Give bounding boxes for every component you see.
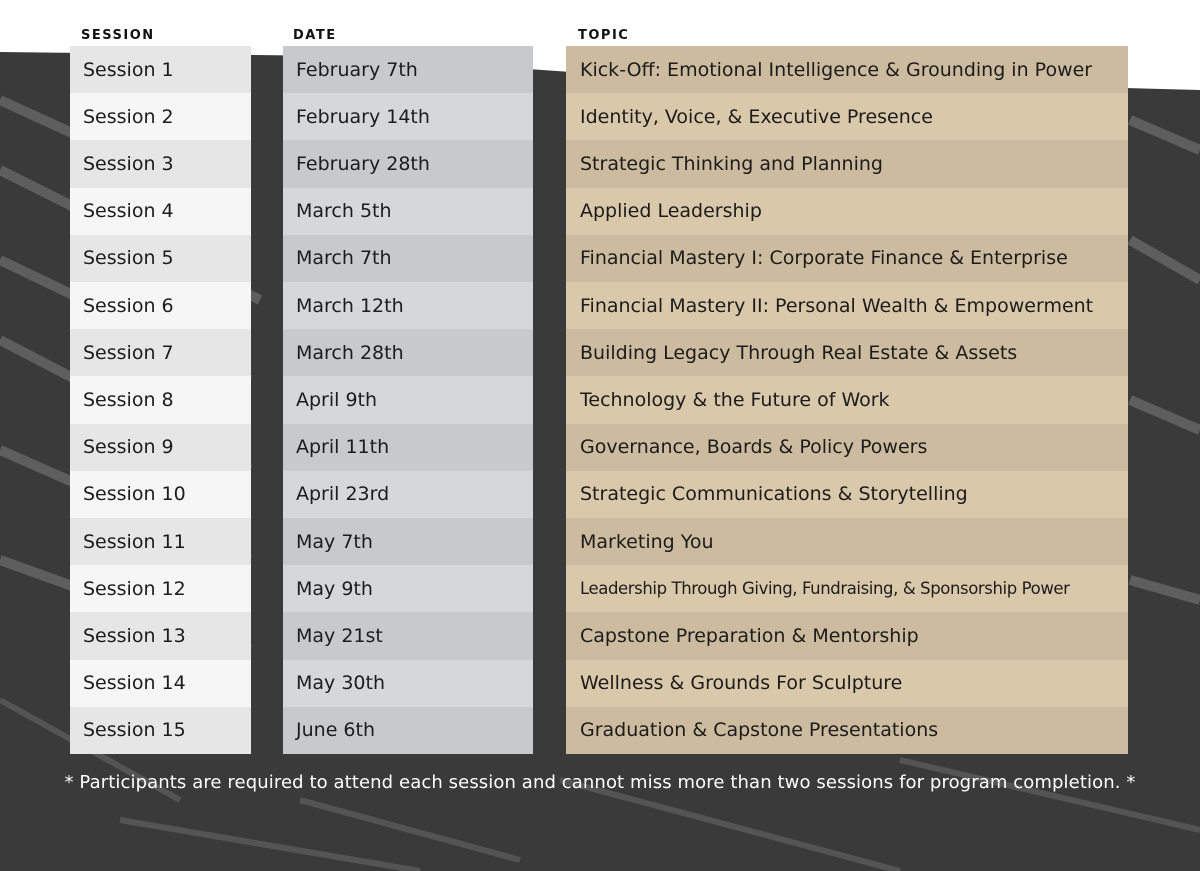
topic-cell: Applied Leadership bbox=[566, 188, 1128, 235]
topic-column-header: TOPIC bbox=[578, 28, 630, 43]
session-column bbox=[70, 46, 251, 754]
session-cell: Session 2 bbox=[70, 93, 251, 140]
date-cell: March 5th bbox=[283, 188, 533, 235]
session-cell: Session 10 bbox=[70, 471, 251, 518]
date-cell: April 23rd bbox=[283, 471, 533, 518]
topic-cell: Capstone Preparation & Mentorship bbox=[566, 612, 1128, 659]
session-cell: Session 12 bbox=[70, 565, 251, 612]
session-cell: Session 11 bbox=[70, 518, 251, 565]
date-cell: March 7th bbox=[283, 235, 533, 282]
session-cell: Session 4 bbox=[70, 188, 251, 235]
session-cell: Session 6 bbox=[70, 282, 251, 329]
session-cell: Session 3 bbox=[70, 140, 251, 187]
session-cell: Session 5 bbox=[70, 235, 251, 282]
session-cell: Session 15 bbox=[70, 707, 251, 754]
topic-cell: Identity, Voice, & Executive Presence bbox=[566, 93, 1128, 140]
date-column-header: DATE bbox=[293, 28, 337, 43]
session-cell: Session 13 bbox=[70, 612, 251, 659]
date-cell: February 14th bbox=[283, 93, 533, 140]
date-cell: February 7th bbox=[283, 46, 533, 93]
date-cell: April 9th bbox=[283, 376, 533, 423]
topic-cell: Leadership Through Giving, Fundraising, & Sponsorship Power bbox=[566, 565, 1128, 612]
date-cell: May 7th bbox=[283, 518, 533, 565]
topic-cell: Strategic Thinking and Planning bbox=[566, 140, 1128, 187]
session-cell: Session 1 bbox=[70, 46, 251, 93]
session-cell: Session 7 bbox=[70, 329, 251, 376]
topic-cell: Financial Mastery I: Corporate Finance & Enterprise bbox=[566, 235, 1128, 282]
session-cell: Session 14 bbox=[70, 660, 251, 707]
topic-column bbox=[566, 46, 1128, 754]
date-cell: March 28th bbox=[283, 329, 533, 376]
session-cell: Session 8 bbox=[70, 376, 251, 423]
attendance-footnote: * Participants are required to attend each session and cannot miss more than two sessions for program completion. * bbox=[64, 772, 1136, 793]
session-column-header: SESSION bbox=[81, 28, 155, 43]
date-cell: May 30th bbox=[283, 660, 533, 707]
topic-cell: Kick-Off: Emotional Intelligence & Grounding in Power bbox=[566, 46, 1128, 93]
date-cell: April 11th bbox=[283, 424, 533, 471]
date-cell: May 9th bbox=[283, 565, 533, 612]
date-cell: May 21st bbox=[283, 612, 533, 659]
topic-cell: Building Legacy Through Real Estate & Assets bbox=[566, 329, 1128, 376]
topic-cell: Marketing You bbox=[566, 518, 1128, 565]
session-cell: Session 9 bbox=[70, 424, 251, 471]
topic-cell: Technology & the Future of Work bbox=[566, 376, 1128, 423]
topic-cell: Governance, Boards & Policy Powers bbox=[566, 424, 1128, 471]
topic-cell: Strategic Communications & Storytelling bbox=[566, 471, 1128, 518]
topic-cell: Graduation & Capstone Presentations bbox=[566, 707, 1128, 754]
date-column bbox=[283, 46, 533, 754]
date-cell: March 12th bbox=[283, 282, 533, 329]
topic-cell: Wellness & Grounds For Sculpture bbox=[566, 660, 1128, 707]
topic-cell: Financial Mastery II: Personal Wealth & Empowerment bbox=[566, 282, 1128, 329]
date-cell: February 28th bbox=[283, 140, 533, 187]
date-cell: June 6th bbox=[283, 707, 533, 754]
